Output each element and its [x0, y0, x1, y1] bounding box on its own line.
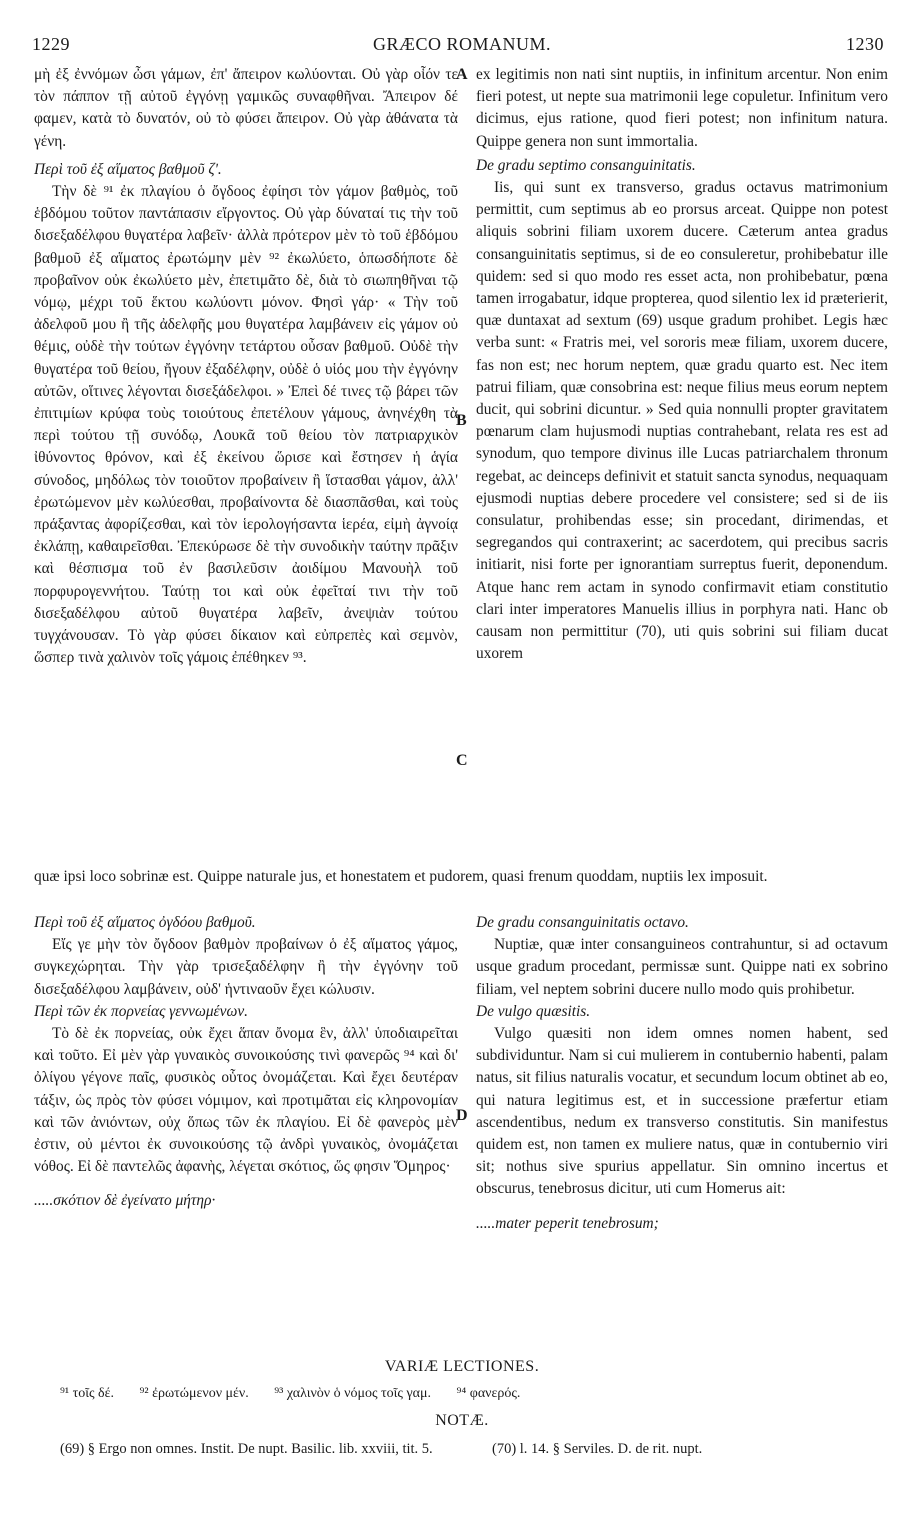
greek-homer-verse: .....σκότιον δὲ ἐγείνατο μήτηρ·: [34, 1192, 216, 1210]
greek-paragraph-degree-eight: Εἴς γε μὴν τὸν ὄγδοον βαθμὸν προβαίνων ὁ ἐξ αἵματος γάμος, συγκεχώρηται. Τὴν γὰρ τρισεξαδέλφην ἢ τὴν ἐγγόνην τοῦ δισεξαδέλφου λαμβάνειν, οὐδ' ἡντιναοῦν ἔχει κώλυσιν.: [34, 936, 458, 998]
greek-column: [34, 64, 458, 669]
note-70: (70) l. 14. § Serviles. D. de rit. nupt.: [492, 1441, 703, 1457]
variant-reading: ⁹² ἐρωτώμενον μέν.: [139, 1386, 249, 1401]
latin-paragraph-degree-seven: Iis, qui sunt ex transverso, gradus octavus matrimonium permittit, cum septimus ab eo prorsus arceat. Quippe non potest aliquis sobrini filiam uxorem ducere. Cæterum antea gradus consanguinitatis septimus, si de eo consuleretur, prohibebatur ille quidem: sed si quo modo res esset acta, non prohibebatur, pœna tamen irrogabatur, idque propterea, quod silentio lex id præterierit, quæ duntaxat ad sextum (69) usque gradum prohibet. Legis hæc verba sunt: « Fratris mei, vel sororis meæ filiam, uxorem ducere, fas non est; nec horum neptem, quæ gradu quarto est. Nec item patrui filiam, quæ consobrina est: neque filius meus eorum neptem ducit, qui sobrini dicuntur. » Sed quia nonnulli propter gravitatem pœnarum clam hujusmodi nuptias contrahebant, relata res est ad synodum, quo tempore divinus ille Lucas patriarchalem thronum regebat, ac deinceps definivit et statuit sancta synodus, nequaquam ejusmodi nuptias debere procedere vel consistere; sed si de iis consulatur, prohibendas esse; sin procedant, dirimendas, et segregandos qui contraxerint; ac sacerdotem, qui precibus sacris initiarit, nisi forte per ignorantiam surreptus fuerit, deponendum. Atque hanc rem actam in synodo confirmavit etiam constitutio clari inter imperatores Manuelis illius in porphyra nati. Hanc ob causam non permittitur (70), uti quis sobrini sui filiam ducat uxorem: [476, 179, 888, 663]
greek-heading-degree-seven: Περὶ τοῦ ἐξ αἵματος βαθμοῦ ζʹ.: [34, 160, 222, 178]
page-number-right: 1230: [846, 34, 884, 54]
latin-paragraph-degree-eight: Nuptiæ, quæ inter consanguineos contrahuntur, si ad octavum usque gradum procedant, permissæ sunt. Quippe nati ex sobrino filiam, vel neptem sobrini ducere nullo modo quis prohibetur.: [476, 936, 888, 998]
notae-heading: NOTÆ.: [435, 1412, 489, 1429]
latin-homer-verse: .....mater peperit tenebrosum;: [476, 1214, 659, 1232]
variant-reading: ⁹³ χαλινὸν ὁ νόμος τοῖς γαμ.: [274, 1386, 431, 1401]
page-number-left: 1229: [32, 34, 70, 54]
section-marker-a: A: [456, 66, 468, 83]
variae-lectiones-heading: VARIÆ LECTIONES.: [384, 1358, 540, 1375]
latin-heading-vulgo: De vulgo quæsitis.: [476, 1002, 591, 1020]
greek-heading-degree-eight: Περὶ τοῦ ἐξ αἵματος ὀγδόου βαθμοῦ.: [34, 914, 256, 931]
latin-column-lower: [476, 912, 888, 1235]
section-marker-d: D: [456, 1107, 468, 1124]
latin-intro: ex legitimis non nati sint nuptiis, in infinitum arcentur. Non enim fieri potest, ut nepte sua matrimonii lege copuletur. Infinitum vero dicimus, ejus ratione, quod fieri potest; non infinitum natura. Quippe genera non sunt immortalia.: [476, 66, 888, 150]
greek-paragraph-degree-seven: Τὴν δὲ ⁹¹ ἐκ πλαγίου ὁ ὄγδοος ἐφίησι τὸν γάμον βαθμὸς, τοῦ ἑβδόμου τοῦτον παντάπασιν εἴργοντος. Οὐ γὰρ δύναταί τις τὴν τοῦ δισεξαδέλφου θυγατέρα λαβεῖν· ἀλλὰ πρότερον μὲν τὸ τοῦ ἑβδόμου βαθμοῦ ἐξ αἵματος ἐρωτώμην μὲν ⁹² ἐκωλύετο, ὁπωσδήποτε δὲ προβαῖνον οὐκ ἐκωλύετο μὲν, ἐπετιμᾶτο δὲ, διὰ τὸ σιωπηθῆναι τῷ νόμῳ, μέχρι τοῦ ἕκτου κωλύοντι μόνον. Φησὶ γάρ· « Τὴν τοῦ ἀδελφοῦ μου ἢ τῆς ἀδελφῆς μου θυγατέρα λαμβάνειν εἰς γάμον οὐ θέμις, οὐδὲ τὴν τούτων ἐγγόνην τετάρτου οὖσαν βαθμοῦ. Οὐδὲ τὴν θυγατέρα τοῦ θείου, ἤγουν ἐξαδέλφην, οὐδὲ ὁ υἱός μου τὴν ἐγγόνην αὐτῶν, οἵτινες λέγονται δισεξάδελφοι. » Ἐπεὶ δέ τινες τῷ βάρει τῶν ἐπιτιμίων κρύφα τοὺς τοιούτους ἐπετέλουν γάμους, ἀνηνέχθη τὰ περὶ τούτου τῇ συνόδῳ, Λουκᾶ τοῦ θείου τὸν πατριαρχικὸν ἰθύνοντος θρόνον, καὶ ἐξ ἐκείνου ὥρισε καὶ ἔστησεν ἡ ἁγία σύνοδος, μηδόλως τὸν τοιοῦτον προβαίνειν ἢ ἵστασθαι γάμον, ἀλλ' ἐρωτώμενον μὲν κωλύεσθαι, προβαίνοντα δὲ διασπᾶσθαι, καὶ τοὺς πράξαντας ἀφορίζεσθαι, καὶ τὸν ἱερολογήσαντα ἱερέα, εἰμὴ ἀγνοίᾳ ἐκλάπῃ, καθαιρεῖσθαι. Ἐπεκύρωσε δὲ τὴν συνοδικὴν ταύτην πρᾶξιν καὶ θέσπισμα τοῦ ἐν βασιλεῦσιν ἀοιδίμου Μανουὴλ τοῦ πορφυρογεννήτου. Ταύτῃ τοι καὶ οὐκ ἐφεῖταί τινι τὴν τοῦ δισεξαδέλφου αὐτοῦ θυγατέρα λαβεῖν, ἀνεψιὰν τούτου τυγχάνουσαν. Τὸ γὰρ φύσει δίκαιον καὶ εὐπρεπὲς καὶ σεμνὸν, ὥσπερ τινὰ χαλινὸν τοῖς γάμοις ἐπέθηκεν ⁹³.: [34, 183, 458, 667]
latin-heading-degree-eight: De gradu consanguinitatis octavo.: [476, 914, 689, 931]
variae-lectiones-list: [60, 1386, 542, 1402]
greek-intro: μὴ ἐξ ἐννόμων ὦσι γάμων, ἐπ' ἄπειρον κωλύονται. Οὐ γὰρ οἷόν τε τὸν πάππον τῇ αὐτοῦ ἐγγόνῃ γαμικῶς συναφθῆναι. Ἄπειρον δέ φαμεν, κατὰ τὸ δυνατόν, οὐ τὸ φύσει ἄπειρον. Οὐ γὰρ ἀθάνατα τὰ γένη.: [34, 66, 458, 150]
section-marker-c: C: [456, 752, 468, 769]
latin-column: [476, 64, 888, 665]
running-title: GRÆCO ROMANUM.: [372, 34, 552, 54]
latin-heading-degree-seven: De gradu septimo consanguinitatis.: [476, 156, 696, 174]
variant-reading: ⁹¹ τοῖς δέ.: [60, 1386, 114, 1401]
greek-column-lower: [34, 912, 458, 1213]
section-marker-b: B: [456, 412, 467, 429]
variant-reading: ⁹⁴ φανερός.: [456, 1386, 521, 1401]
greek-paragraph-illegitimate: Τὸ δὲ ἐκ πορνείας, οὐκ ἔχει ἅπαν ὄνομα ἓν, ἀλλ' ὑποδιαιρεῖται καὶ τοῦτο. Εἰ μὲν γὰρ γυναικὸς συνοικούσης τινὶ φανερῶς ⁹⁴ καὶ δι' ὀλίγου γέγονε παῖς, φυσικὸς οὗτος ὀνομάζεται. Καὶ ἔχει δευτέραν τάξιν, ὡς πρὸς τὸν φύσει νόμιμον, καὶ προτιμᾶται εἰς κληρονομίαν καὶ τῶν ἀνιόντων, οὐχ ὅπως τῶν ἐκ πλαγίου. Εἰ δὲ φανερὸς μὲν ἐστιν, οὐ μέντοι ἐκ συνοικούσης τῷ ἀνδρὶ γυναικὸς, ὀνομάζεται νόθος. Εἰ δὲ παντελῶς ἀφανὴς, λέγεται σκότιος, ὥς φησιν Ὅμηρος·: [34, 1025, 458, 1176]
greek-heading-illegitimate: Περὶ τῶν ἐκ πορνείας γεννωμένων.: [34, 1002, 249, 1020]
latin-continuation: quæ ipsi loco sobrinæ est. Quippe naturale jus, et honestatem et pudorem, quasi frenum quoddam, nuptiis lex imposuit.: [34, 868, 768, 885]
note-69: (69) § Ergo non omnes. Instit. De nupt. Basilic. lib. xxviii, tit. 5.: [60, 1441, 433, 1457]
latin-paragraph-vulgo: Vulgo quæsiti non idem omnes nomen habent, sed subdividuntur. Nam si cui mulierem in contubernio habenti, palam natus, sit filius naturalis vocatur, et secundum locum obtinet ab eo, qui natura legitimus est, et in successione præfertur etiam ascendentibus, nedum ex transverso constitutis. Sin manifestus quidem est, non tamen ex muliere natus, quæ in contubernio viri sit; nothus sive spurius appellatur. Sin omnino incertus et obscurus, tenebrosus dicitur, uti cum Homerus ait:: [476, 1025, 888, 1198]
